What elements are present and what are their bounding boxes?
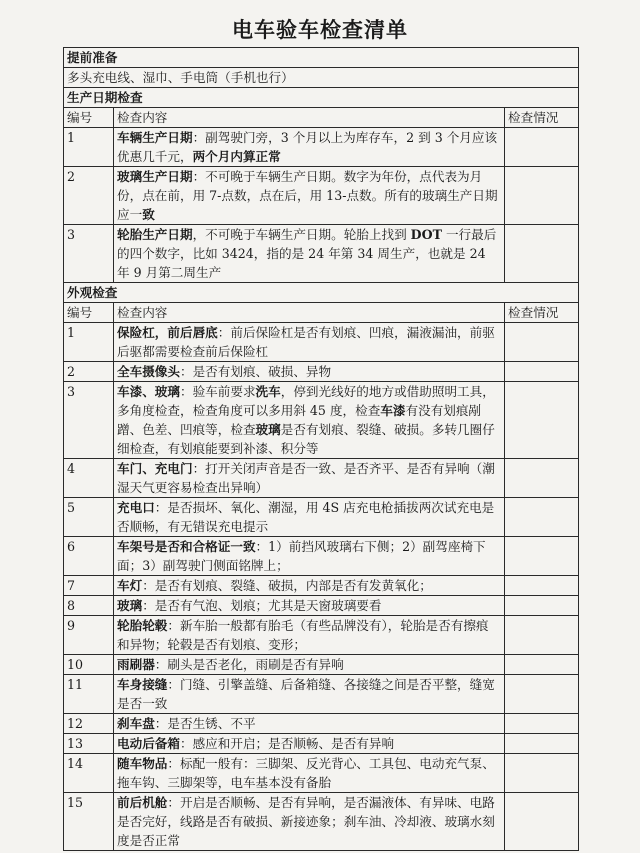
item-keyword: 电动后备箱 bbox=[117, 736, 180, 751]
item-keyword: 刹车盘 bbox=[117, 716, 155, 731]
item-keyword: 车漆、玻璃 bbox=[117, 384, 180, 399]
check-status-cell[interactable] bbox=[505, 128, 579, 167]
table-row bbox=[64, 382, 579, 459]
item-number: 14 bbox=[64, 754, 114, 793]
check-status-cell[interactable] bbox=[505, 382, 579, 459]
item-keyword: 保险杠，前后唇底 bbox=[117, 325, 218, 340]
item-text: ：是否有气泡、划痕；尤其是天窗玻璃要看 bbox=[142, 598, 382, 613]
check-status-cell[interactable] bbox=[505, 167, 579, 225]
item-keyword: 雨刷器 bbox=[117, 657, 155, 672]
table-row bbox=[64, 714, 579, 734]
item-text: ：新车胎一般都有胎毛（有些品牌没有），轮胎是否有擦痕和异物；轮毂是否有划痕、变形； bbox=[117, 618, 489, 652]
item-content bbox=[114, 576, 505, 596]
item-keyword: 洗车 bbox=[255, 384, 281, 399]
item-text: ：开启是否顺畅、是否有异响，是否漏液体、有异味、电路是否完好，线路是否有破损、新接迹象；刹车油、冷却液、玻璃水刻度是否正常 bbox=[117, 795, 495, 848]
item-keyword: 车灯 bbox=[117, 578, 143, 593]
item-number: 10 bbox=[64, 655, 114, 675]
column-header-content: 检查内容 bbox=[114, 303, 505, 323]
item-keyword: 玻璃 bbox=[255, 422, 281, 437]
item-keyword: DOT bbox=[410, 227, 442, 242]
check-status-cell[interactable] bbox=[505, 459, 579, 498]
item-content bbox=[114, 793, 505, 851]
item-text: ：打开关闭声音是否一致、是否齐平、是否有异响（潮湿天气更容易检查出异响） bbox=[117, 461, 495, 495]
prep-row bbox=[64, 68, 579, 88]
check-status-cell[interactable] bbox=[505, 576, 579, 596]
table-row bbox=[64, 754, 579, 793]
item-keyword: 两个月内算正常 bbox=[192, 149, 281, 164]
item-content bbox=[114, 675, 505, 714]
item-content bbox=[114, 225, 505, 283]
column-header-status: 检查情况 bbox=[505, 108, 579, 128]
table-row bbox=[64, 498, 579, 537]
item-number: 6 bbox=[64, 537, 114, 576]
item-text: ：感应和开启；是否顺畅、是否有异响 bbox=[179, 736, 395, 751]
item-keyword: 玻璃 bbox=[117, 598, 143, 613]
item-content bbox=[114, 128, 505, 167]
item-text: ，不可晚于车辆生产日期。轮胎上找到 bbox=[192, 227, 411, 242]
item-text: ：验车前要求 bbox=[179, 384, 256, 399]
check-status-cell[interactable] bbox=[505, 616, 579, 655]
prep-text: 多头充电线、湿巾、手电筒（手机也行） bbox=[64, 68, 579, 88]
item-number: 4 bbox=[64, 459, 114, 498]
item-keyword: 全车摄像头 bbox=[117, 364, 180, 379]
item-keyword: 车漆 bbox=[380, 403, 406, 418]
section-title: 提前准备 bbox=[64, 48, 579, 68]
check-status-cell[interactable] bbox=[505, 734, 579, 754]
item-content bbox=[114, 655, 505, 675]
item-content bbox=[114, 596, 505, 616]
section-title: 外观检查 bbox=[64, 283, 579, 303]
item-text: ：是否损坏、氧化、潮湿，用 4S 店充电枪插拔两次试充电是否顺畅，有无错误充电提示 bbox=[117, 500, 495, 534]
table-row bbox=[64, 576, 579, 596]
column-header-number: 编号 bbox=[64, 108, 114, 128]
item-content bbox=[114, 459, 505, 498]
item-number: 5 bbox=[64, 498, 114, 537]
table-row bbox=[64, 734, 579, 754]
item-text: ：标配一般有：三脚架、反光背心、工具包、电动充气泵、拖车钩、三脚架等，电车基本没有备胎 bbox=[117, 756, 495, 790]
item-number: 9 bbox=[64, 616, 114, 655]
item-content bbox=[114, 362, 505, 382]
item-text: ：副驾驶门旁，3 个月以上为库存车，2 到 3 个月应该优惠几千元， bbox=[117, 130, 498, 164]
column-header-status: 检查情况 bbox=[505, 303, 579, 323]
item-text: ：1）前挡风玻璃右下侧；2）副驾座椅下面；3）副驾驶门侧面铭牌上； bbox=[117, 539, 486, 573]
section-header-exterior bbox=[64, 283, 579, 303]
table-row bbox=[64, 675, 579, 714]
item-keyword: 充电口 bbox=[117, 500, 155, 515]
item-number: 12 bbox=[64, 714, 114, 734]
item-text: ，停到光线好的地方或借助照明工具，多角度检查，检查角度可以多用斜 45 度，检查 bbox=[117, 384, 495, 418]
item-text: ：是否生锈、不平 bbox=[154, 716, 256, 731]
item-content bbox=[114, 382, 505, 459]
section-header-prep bbox=[64, 48, 579, 68]
item-content bbox=[114, 754, 505, 793]
table-row bbox=[64, 537, 579, 576]
item-keyword: 致 bbox=[142, 207, 155, 222]
check-status-cell[interactable] bbox=[505, 596, 579, 616]
table-row bbox=[64, 655, 579, 675]
check-status-cell[interactable] bbox=[505, 675, 579, 714]
table-row bbox=[64, 459, 579, 498]
item-keyword: 前后机舱 bbox=[117, 795, 168, 810]
table-row bbox=[64, 793, 579, 851]
item-number: 7 bbox=[64, 576, 114, 596]
check-status-cell[interactable] bbox=[505, 793, 579, 851]
item-keyword: 随车物品 bbox=[117, 756, 168, 771]
column-header-row bbox=[64, 303, 579, 323]
item-text: 是否有划痕、裂缝、破损。多转几圈仔细检查，有划痕能要到补漆、积分等 bbox=[117, 422, 495, 456]
check-status-cell[interactable] bbox=[505, 498, 579, 537]
table-row bbox=[64, 616, 579, 655]
section-header-production bbox=[64, 88, 579, 108]
item-number: 1 bbox=[64, 323, 114, 362]
item-text: ：不可晚于车辆生产日期。数字为年份，点代表为月份，点在前，用 7-点数，点在后，用 13-点数。所有的玻璃生产日期应一 bbox=[117, 169, 498, 222]
item-content bbox=[114, 734, 505, 754]
check-status-cell[interactable] bbox=[505, 754, 579, 793]
check-status-cell[interactable] bbox=[505, 714, 579, 734]
item-keyword: 轮胎生产日期 bbox=[117, 227, 193, 242]
item-number: 13 bbox=[64, 734, 114, 754]
item-content bbox=[114, 323, 505, 362]
column-header-row bbox=[64, 108, 579, 128]
item-text: ：门缝、引擎盖缝、后备箱缝、各接缝之间是否平整，缝宽是否一致 bbox=[117, 677, 495, 711]
item-number: 8 bbox=[64, 596, 114, 616]
item-number: 1 bbox=[64, 128, 114, 167]
check-status-cell[interactable] bbox=[505, 225, 579, 283]
column-header-number: 编号 bbox=[64, 303, 114, 323]
item-number: 3 bbox=[64, 382, 114, 459]
table-row bbox=[64, 128, 579, 167]
item-content bbox=[114, 537, 505, 576]
item-keyword: 轮胎轮毂 bbox=[117, 618, 168, 633]
table-row bbox=[64, 167, 579, 225]
item-text: ：是否有划痕、破损、异物 bbox=[179, 364, 332, 379]
item-number: 11 bbox=[64, 675, 114, 714]
item-text: 有没有划痕剐蹭、色差、凹痕等，检查 bbox=[117, 403, 482, 437]
item-content bbox=[114, 167, 505, 225]
item-content bbox=[114, 616, 505, 655]
item-keyword: 车身接缝 bbox=[117, 677, 168, 692]
table-row bbox=[64, 225, 579, 283]
item-number: 3 bbox=[64, 225, 114, 283]
item-text: ：前后保险杠是否有划痕、凹痕，漏液漏油，前驱后驱都需要检查前后保险杠 bbox=[117, 325, 495, 359]
item-text: ：是否有划痕、裂缝、破损，内部是否有发黄氧化； bbox=[142, 578, 432, 593]
item-number: 2 bbox=[64, 362, 114, 382]
item-text: ：刷头是否老化，雨刷是否有异响 bbox=[154, 657, 344, 672]
page-title: 电车验车检查清单 bbox=[232, 17, 408, 42]
check-status-cell[interactable] bbox=[505, 323, 579, 362]
table-row bbox=[64, 362, 579, 382]
item-keyword: 车辆生产日期 bbox=[117, 130, 193, 145]
check-status-cell[interactable] bbox=[505, 655, 579, 675]
section-title: 生产日期检查 bbox=[64, 88, 579, 108]
column-header-content: 检查内容 bbox=[114, 108, 505, 128]
item-content bbox=[114, 714, 505, 734]
check-status-cell[interactable] bbox=[505, 537, 579, 576]
table-row bbox=[64, 323, 579, 362]
item-number: 2 bbox=[64, 167, 114, 225]
item-content bbox=[114, 498, 505, 537]
check-status-cell[interactable] bbox=[505, 362, 579, 382]
checklist-table bbox=[63, 47, 579, 851]
item-number: 15 bbox=[64, 793, 114, 851]
table-row bbox=[64, 596, 579, 616]
item-keyword: 车架号是否和合格证一致 bbox=[117, 539, 256, 554]
item-keyword: 玻璃生产日期 bbox=[117, 169, 193, 184]
item-text: 一行最后的四个数字，比如 3424，指的是 24 年第 34 周生产，也就是 24 年 9 月第二周生产 bbox=[117, 227, 497, 280]
item-keyword: 车门、充电门 bbox=[117, 461, 193, 476]
